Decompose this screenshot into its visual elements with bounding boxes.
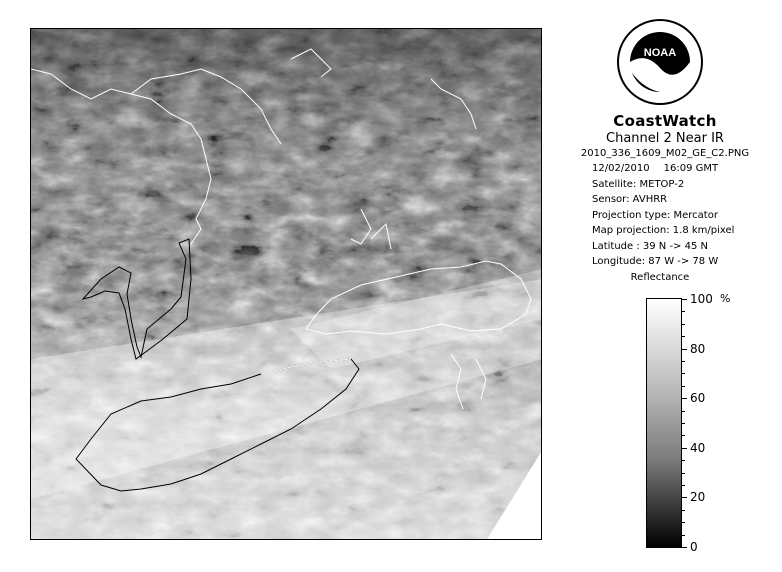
map-projection-line: Map projection: 1.8 km/pixel [592, 225, 735, 236]
colorbar-tick [682, 547, 687, 548]
colorbar-tick [682, 336, 685, 337]
noaa-logo-icon [616, 18, 704, 106]
colorbar-tick-label: 40 [690, 440, 706, 455]
colorbar [646, 298, 682, 548]
projection-type-line: Projection type: Mercator [592, 209, 718, 221]
colorbar-tick-label: 0 [690, 540, 698, 554]
colorbar-tick [682, 510, 685, 511]
colorbar-tick [682, 386, 685, 387]
colorbar-tick [682, 497, 687, 498]
colorbar-unit: % [720, 292, 731, 305]
colorbar-tick [682, 398, 687, 399]
latitude-line: Latitude : 39 N -> 45 N [592, 240, 708, 252]
sensor-line: Sensor: AVHRR [592, 194, 668, 205]
colorbar-tick-label: 80 [690, 341, 706, 356]
colorbar-title: Reflectance [630, 272, 690, 283]
datetime-line [592, 161, 770, 177]
colorbar-tick [682, 535, 685, 536]
date-value: 12/02/2010 [592, 163, 650, 174]
filename-label: 2010_336_1609_M02_GE_C2.PNG [580, 148, 750, 159]
colorbar-tick [682, 473, 685, 474]
colorbar-tick [682, 485, 685, 486]
colorbar-tick [682, 311, 685, 312]
longitude-line: Longitude: 87 W -> 78 W [592, 256, 719, 267]
colorbar-tick [682, 448, 687, 449]
colorbar-tick [682, 299, 687, 300]
colorbar-tick-label: 100 [690, 292, 713, 306]
colorbar-tick [682, 411, 685, 412]
time-value: 16:09 GMT [663, 163, 719, 174]
satellite-image-panel [30, 28, 542, 540]
colorbar-tick [682, 349, 687, 350]
channel-label: Channel 2 Near IR [606, 131, 724, 146]
info-panel [560, 112, 770, 270]
colorbar-tick [682, 423, 685, 424]
colorbar-tick-label: 20 [690, 490, 706, 505]
product-title: CoastWatch [613, 112, 717, 130]
satellite-line: Satellite: METOP-2 [592, 178, 685, 190]
logo-text: NOAA [643, 47, 677, 59]
colorbar-tick-label: 60 [690, 391, 706, 406]
colorbar-tick [682, 435, 685, 436]
satellite-image [31, 29, 542, 540]
colorbar-tick [682, 324, 685, 325]
metadata-list [592, 161, 770, 270]
colorbar-tick [682, 460, 685, 461]
colorbar-tick [682, 373, 685, 374]
colorbar-tick [682, 522, 685, 523]
colorbar-tick [682, 361, 685, 362]
